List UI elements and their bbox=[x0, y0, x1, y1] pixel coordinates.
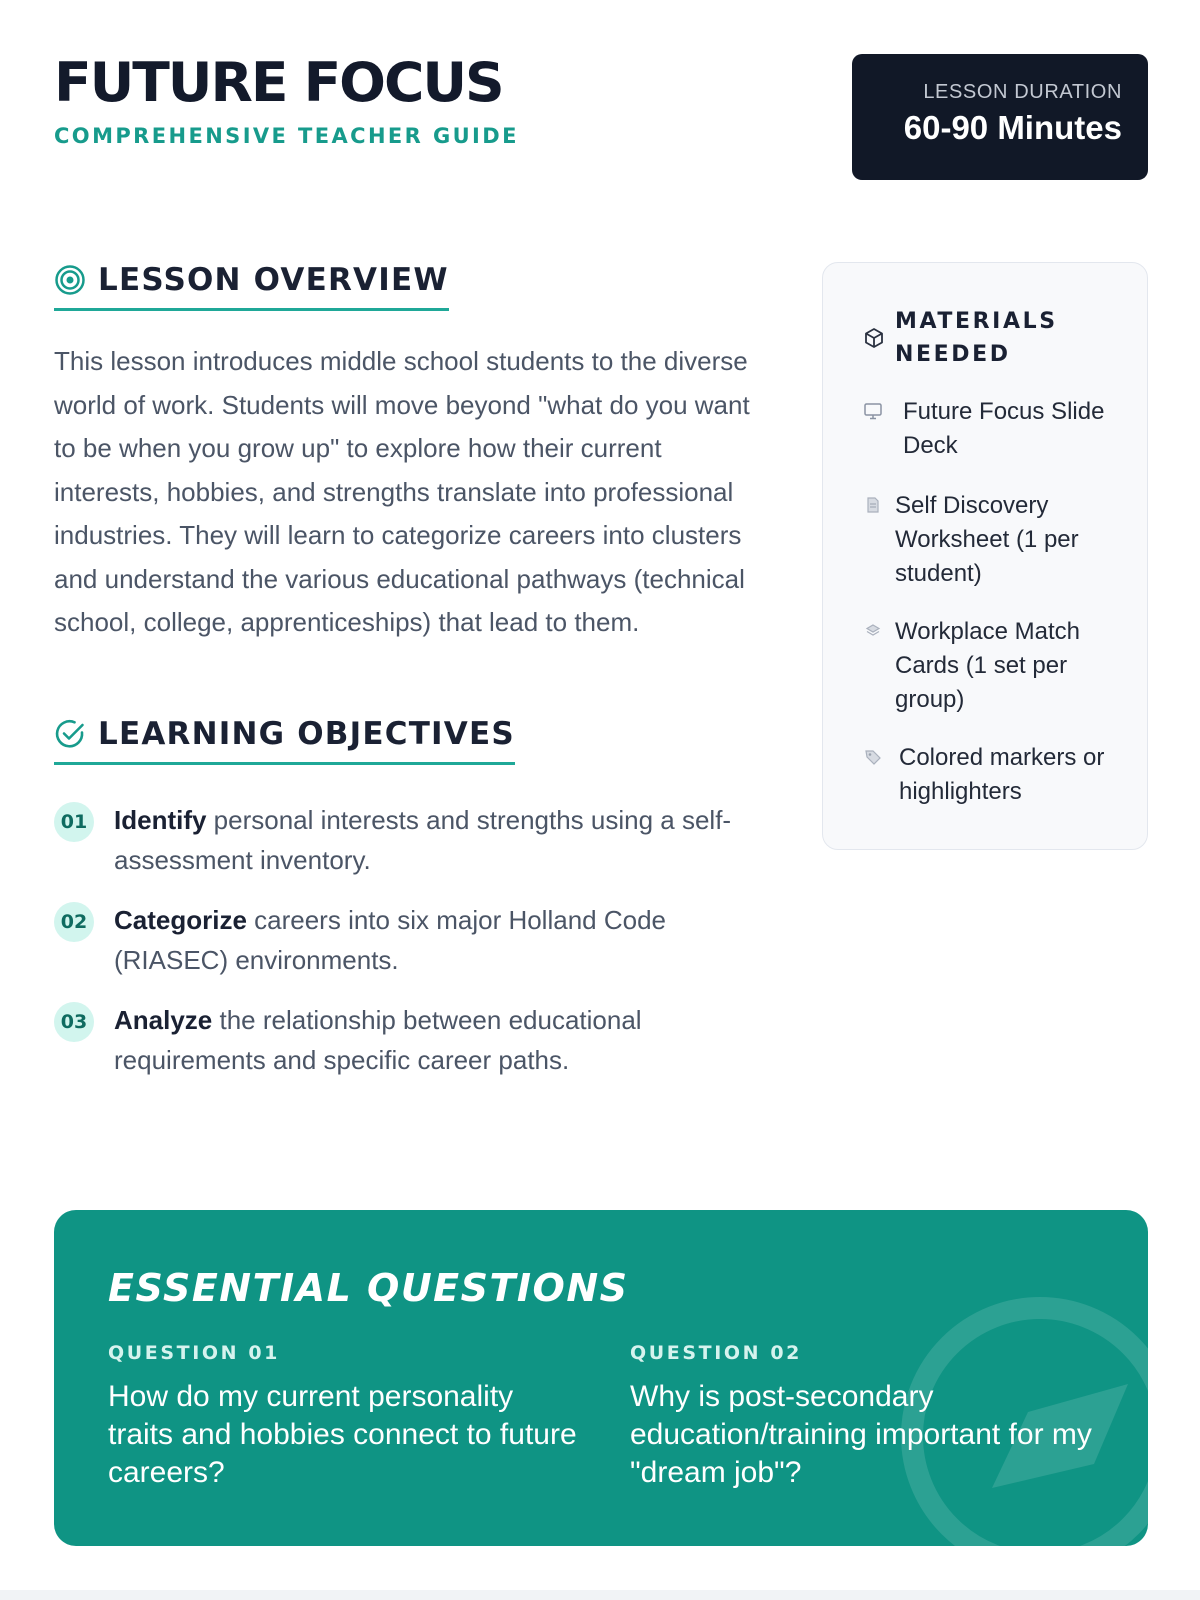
learning-objectives-title: LEARNING OBJECTIVES bbox=[98, 716, 515, 752]
objective-text bbox=[114, 900, 754, 980]
duration-label: LESSON DURATION bbox=[923, 81, 1122, 103]
lesson-overview-heading bbox=[54, 262, 449, 311]
material-label: Colored markers or highlighters bbox=[899, 744, 1105, 805]
objective-description: the relationship between educational requirements and specific career paths. bbox=[114, 1005, 642, 1075]
monitor-icon bbox=[863, 401, 883, 421]
material-label: Future Focus Slide Deck bbox=[903, 398, 1105, 459]
check-circle-icon bbox=[54, 718, 86, 750]
lesson-duration-card bbox=[852, 54, 1148, 180]
question-block bbox=[108, 1342, 578, 1492]
page-title: FUTURE FOCUS bbox=[54, 51, 503, 114]
target-icon bbox=[54, 264, 86, 296]
question-text: How do my current personality traits and hobbies connect to future careers? bbox=[108, 1380, 577, 1489]
objective-verb: Identify bbox=[114, 805, 207, 835]
objective-number: 02 bbox=[54, 902, 94, 942]
objective-text bbox=[114, 800, 754, 880]
duration-value: 60-90 Minutes bbox=[903, 109, 1122, 146]
objective-description: personal interests and strengths using a self-assessment inventory. bbox=[114, 805, 732, 875]
question-label: QUESTION 01 bbox=[108, 1342, 280, 1364]
objective-number: 01 bbox=[54, 802, 94, 842]
learning-objectives-heading bbox=[54, 716, 515, 765]
box-icon bbox=[863, 327, 885, 349]
page-subtitle: COMPREHENSIVE TEACHER GUIDE bbox=[54, 124, 519, 148]
tag-icon bbox=[863, 747, 883, 767]
materials-card bbox=[822, 262, 1148, 850]
lesson-overview-text: This lesson introduces middle school students to the diverse world of work. Students will move beyond "what do you want to be when you grow up" to explore how their current interests, hobbies, and strengths translate into professional industries. They will learn to categorize careers into clusters and understand the various educational pathways (technical school, college, apprenticeships) that lead to them. bbox=[54, 346, 750, 637]
question-text: Why is post-secondary education/training important for my "dream job"? bbox=[630, 1380, 1092, 1489]
materials-title: MATERIALS NEEDED bbox=[895, 309, 1058, 367]
objective-text bbox=[114, 1000, 754, 1080]
essential-questions-card bbox=[54, 1210, 1148, 1546]
layers-icon bbox=[863, 621, 883, 641]
question-block bbox=[630, 1342, 1100, 1492]
material-label: Workplace Match Cards (1 set per group) bbox=[895, 618, 1080, 713]
objective-verb: Categorize bbox=[114, 905, 247, 935]
lesson-overview-title: LESSON OVERVIEW bbox=[98, 262, 449, 298]
essential-questions-title: ESSENTIAL QUESTIONS bbox=[108, 1266, 629, 1310]
material-label: Self Discovery Worksheet (1 per student) bbox=[895, 492, 1079, 587]
question-label: QUESTION 02 bbox=[630, 1342, 802, 1364]
objective-number: 03 bbox=[54, 1002, 94, 1042]
document-icon bbox=[863, 495, 883, 515]
objective-verb: Analyze bbox=[114, 1005, 213, 1035]
page-footer-strip bbox=[0, 1590, 1200, 1600]
objective-description: careers into six major Holland Code (RIASEC) environments. bbox=[114, 905, 666, 975]
